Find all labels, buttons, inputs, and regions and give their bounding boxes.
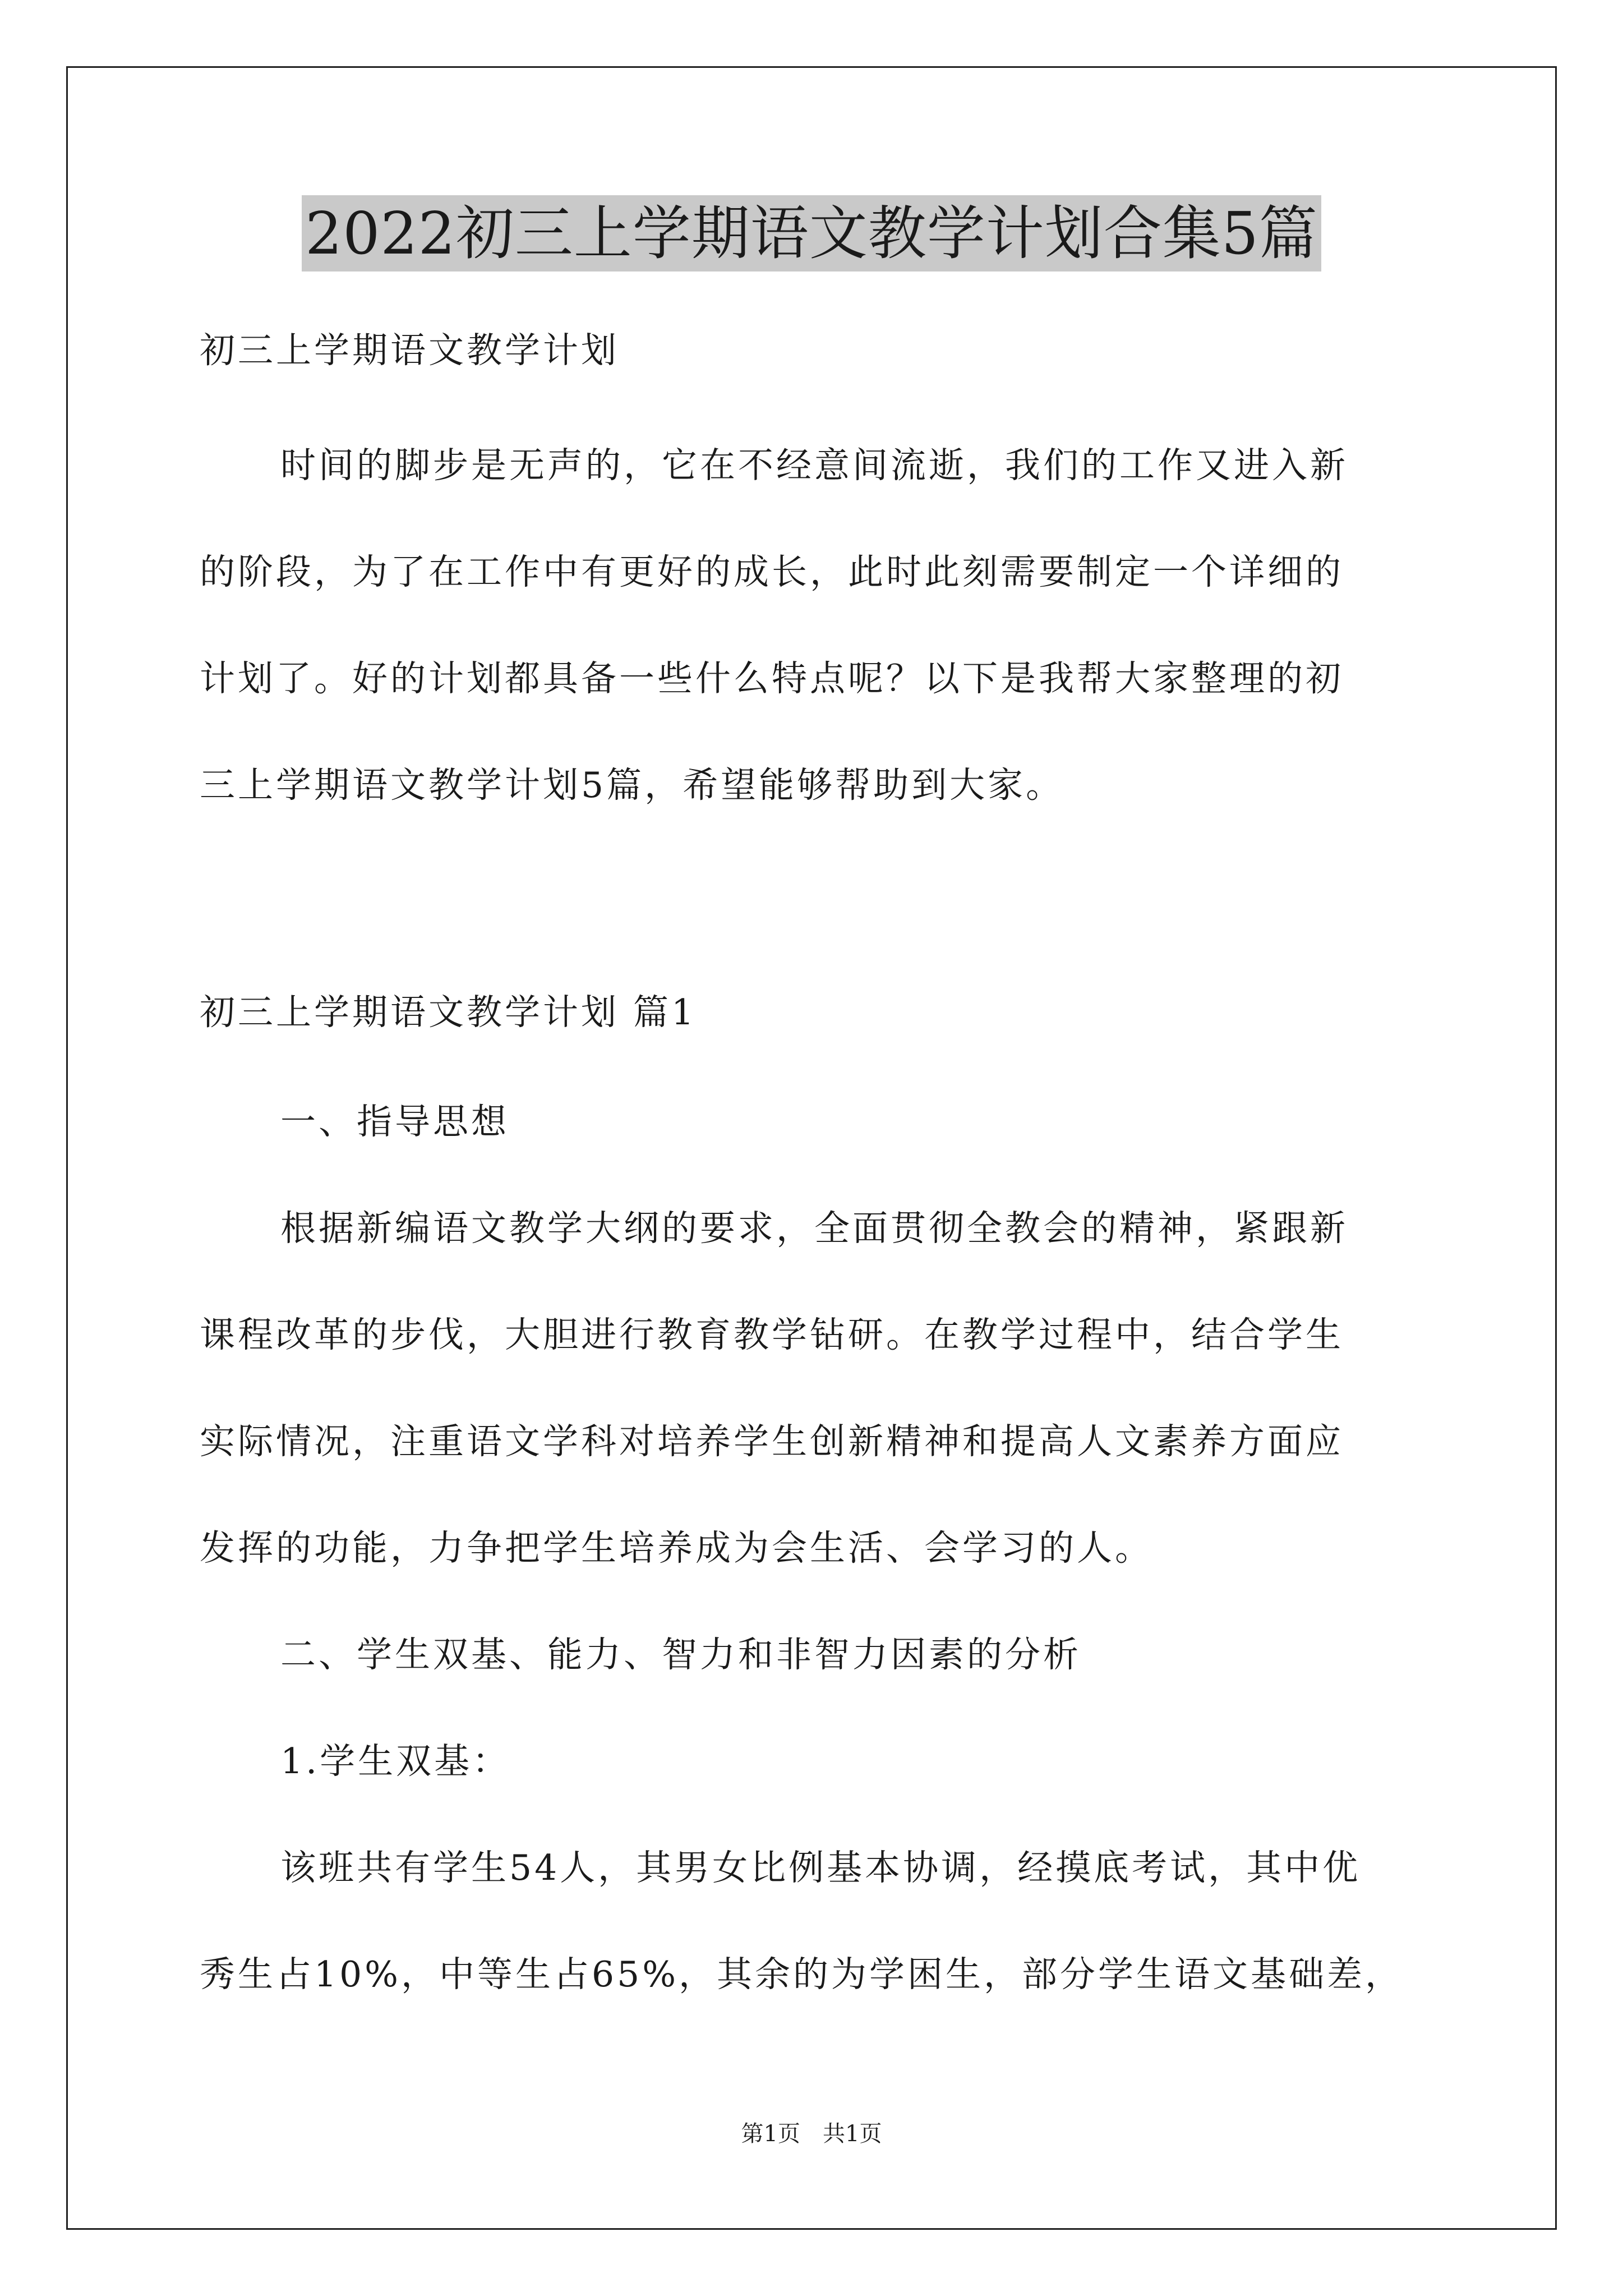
- paragraph-line: 实际情况，注重语文学科对培养学生创新精神和提高人文素养方面应: [200, 1421, 1344, 1462]
- document-title-text: 2022初三上学期语文教学计划合集5篇: [302, 195, 1321, 272]
- subheading-guiding-ideas: 一、指导思想: [280, 1101, 509, 1142]
- paragraph-line: 发挥的功能，力争把学生培养成为会生活、会学习的人。: [200, 1527, 1153, 1568]
- paragraph-line: 根据新编语文教学大纲的要求，全面贯彻全教会的精神，紧跟新: [280, 1208, 1348, 1249]
- intro-paragraph-line: 计划了。好的计划都具备一些什么特点呢？以下是我帮大家整理的初: [200, 658, 1344, 699]
- part-heading: 初三上学期语文教学计划 篇1: [200, 992, 697, 1033]
- paragraph-line: 该班共有学生54人，其男女比例基本协调，经摸底考试，其中优: [280, 1847, 1361, 1888]
- paragraph-line: 课程改革的步伐，大胆进行教育教学钻研。在教学过程中，结合学生: [200, 1314, 1344, 1355]
- document-title: [0, 195, 1623, 272]
- list-item-heading: 1.学生双基：: [280, 1741, 511, 1782]
- page-border: [66, 66, 1557, 2230]
- section-heading: 初三上学期语文教学计划: [200, 330, 619, 371]
- intro-paragraph-line: 三上学期语文教学计划5篇，希望能够帮助到大家。: [200, 765, 1064, 806]
- intro-paragraph-line: 时间的脚步是无声的，它在不经意间流逝，我们的工作又进入新: [280, 445, 1348, 486]
- page-footer: 第1页 共1页: [741, 2121, 882, 2147]
- subheading-student-analysis: 二、学生双基、能力、智力和非智力因素的分析: [280, 1634, 1081, 1675]
- intro-paragraph-line: 的阶段，为了在工作中有更好的成长，此时此刻需要制定一个详细的: [200, 551, 1344, 592]
- paragraph-line: 秀生占10%，中等生占65%，其余的为学困生，部分学生语文基础差，: [200, 1954, 1404, 1995]
